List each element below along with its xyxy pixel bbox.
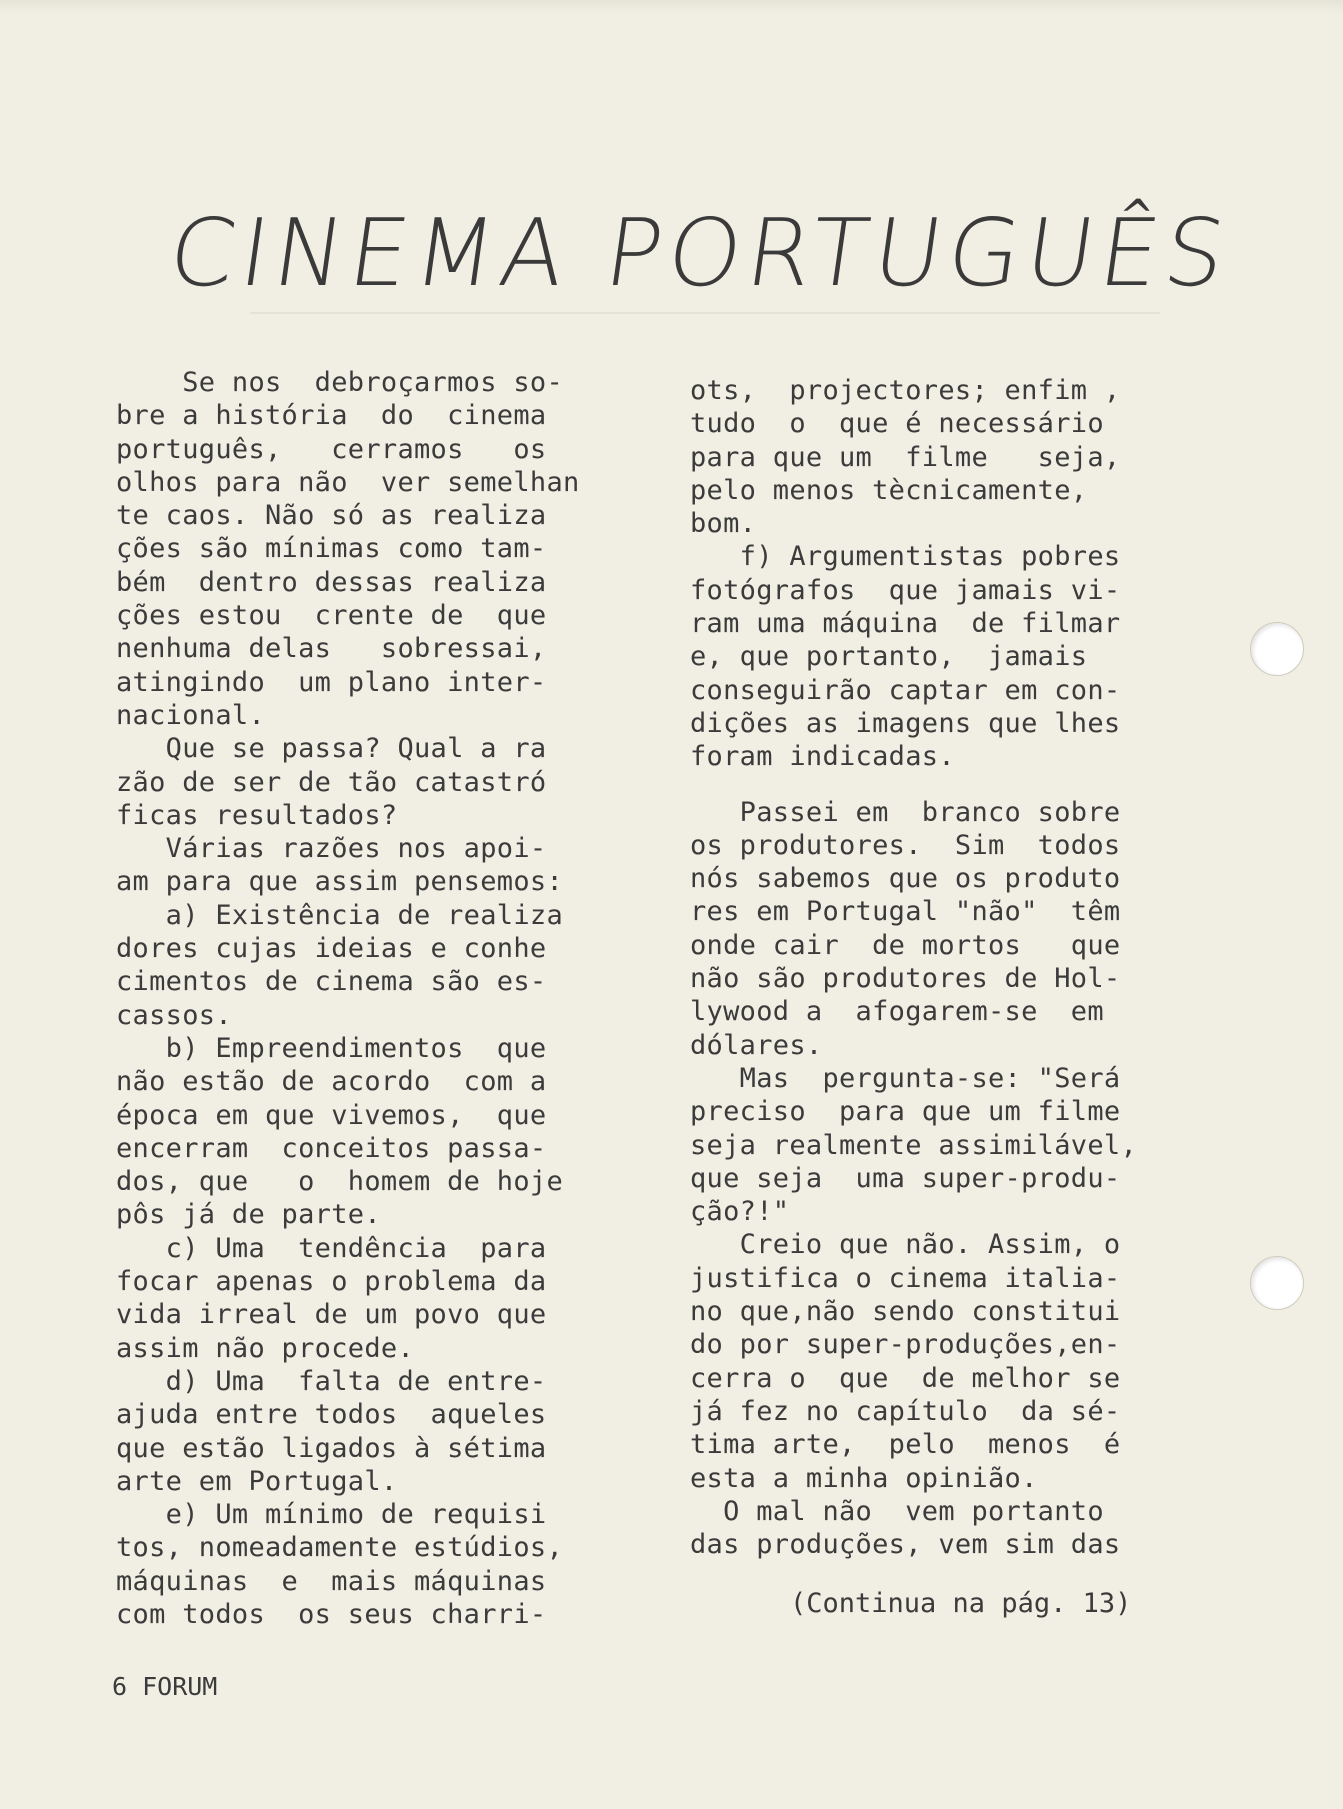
text-line: máquinas e mais máquinas — [116, 1565, 547, 1597]
text-line: para que um filme seja, — [690, 441, 1121, 473]
text-line: lywood a afogarem-se em — [690, 996, 1104, 1028]
text-line: a) Existência de realiza — [116, 899, 563, 931]
text-line: no que,não sendo constitui — [690, 1296, 1121, 1328]
text-line: b) Empreendimentos que — [116, 1032, 547, 1064]
text-line: Passei em branco sobre — [690, 796, 1121, 828]
text-line: tudo o que é necessário — [690, 408, 1104, 440]
right-column-part-a — [690, 374, 1250, 774]
text-line: O mal não vem portanto — [690, 1495, 1104, 1527]
text-line: que estão ligados à sétima — [116, 1432, 547, 1464]
text-line: fotógrafos que jamais vi- — [690, 574, 1121, 606]
text-line: arte em Portugal. — [116, 1465, 398, 1497]
text-line: dições as imagens que lhes — [690, 707, 1121, 739]
text-line: Mas pergunta-se: "Será — [690, 1062, 1121, 1094]
text-line: nenhuma delas sobressai, — [116, 633, 547, 665]
text-line: português, cerramos os — [116, 433, 547, 465]
paragraph-gap — [690, 774, 1250, 796]
text-line: ram uma máquina de filmar — [690, 608, 1121, 640]
text-line: que seja uma super-produ- — [690, 1162, 1121, 1194]
text-line: já fez no capítulo da sé- — [690, 1395, 1121, 1427]
binder-hole-bottom — [1250, 1256, 1304, 1310]
text-line: do por super-produções,en- — [690, 1329, 1121, 1361]
text-line: zão de ser de tão catastró — [116, 766, 547, 798]
bleed-through-rule — [250, 312, 1160, 314]
text-line: esta a minha opinião. — [690, 1462, 1038, 1494]
text-line: ções são mínimas como tam- — [116, 533, 547, 565]
page-title: CINEMA PORTUGUÊS — [162, 199, 1238, 307]
binder-hole-top — [1250, 622, 1304, 676]
text-line: tima arte, pelo menos é — [690, 1429, 1121, 1461]
text-line: Várias razões nos apoi- — [116, 833, 547, 865]
page-top-edge — [0, 0, 1343, 14]
right-column — [690, 374, 1250, 1561]
text-line: com todos os seus charri- — [116, 1598, 547, 1630]
text-line: pelo menos tècnicamente, — [690, 474, 1088, 506]
text-line: ções estou crente de que — [116, 600, 547, 632]
text-line: Creio que não. Assim, o — [690, 1229, 1121, 1261]
text-line: onde cair de mortos que — [690, 929, 1121, 961]
left-column — [116, 366, 676, 1631]
text-line: dores cujas ideias e conhe — [116, 933, 547, 965]
text-line: atingindo um plano inter- — [116, 666, 547, 698]
text-line: bém dentro dessas realiza — [116, 566, 547, 598]
text-line: f) Argumentistas pobres — [690, 541, 1121, 573]
text-line: época em que vivemos, que — [116, 1099, 547, 1131]
text-line: olhos para não ver semelhan — [116, 466, 580, 498]
right-column-part-b — [690, 796, 1250, 1562]
text-line: am para que assim pensemos: — [116, 866, 563, 898]
text-line: te caos. Não só as realiza — [116, 500, 547, 532]
text-line: os produtores. Sim todos — [690, 829, 1121, 861]
text-line: pôs já de parte. — [116, 1199, 381, 1231]
text-line: das produções, vem sim das — [690, 1529, 1121, 1561]
text-line: justifica o cinema italia- — [690, 1262, 1121, 1294]
continuation-note: (Continua na pág. 13) — [790, 1588, 1132, 1619]
text-line: ção?!" — [690, 1196, 790, 1228]
text-line: não são produtores de Hol- — [690, 963, 1121, 995]
text-line: dos, que o homem de hoje — [116, 1166, 563, 1198]
text-line: ajuda entre todos aqueles — [116, 1399, 547, 1431]
text-line: seja realmente assimilável, — [690, 1129, 1137, 1161]
text-line: conseguirão captar em con- — [690, 674, 1121, 706]
text-line: bre a história do cinema — [116, 400, 547, 432]
text-line: Que se passa? Qual a ra — [116, 733, 547, 765]
text-line: assim não procede. — [116, 1332, 414, 1364]
text-line: c) Uma tendência para — [116, 1232, 547, 1264]
text-line: ficas resultados? — [116, 799, 398, 831]
text-line: vida irreal de um povo que — [116, 1299, 547, 1331]
text-line: cimentos de cinema são es- — [116, 966, 547, 998]
text-line: preciso para que um filme — [690, 1096, 1121, 1128]
text-line: Se nos debroçarmos so- — [116, 367, 563, 398]
text-line: d) Uma falta de entre- — [116, 1365, 547, 1397]
text-line: não estão de acordo com a — [116, 1066, 547, 1098]
text-line: res em Portugal "não" têm — [690, 896, 1121, 928]
text-line: e, que portanto, jamais — [690, 641, 1088, 673]
text-line: bom. — [690, 508, 757, 540]
text-line: cassos. — [116, 999, 232, 1031]
text-line: nós sabemos que os produto — [690, 863, 1121, 895]
text-line: tos, nomeadamente estúdios, — [116, 1532, 563, 1564]
text-line: foram indicadas. — [690, 741, 955, 773]
text-line: nacional. — [116, 699, 265, 731]
text-line: dólares. — [690, 1029, 823, 1061]
text-line: e) Um mínimo de requisi — [116, 1499, 547, 1531]
text-line: encerram conceitos passa- — [116, 1132, 547, 1164]
text-line: ots, projectores; enfim , — [690, 375, 1121, 406]
page-footer: 6 FORUM — [112, 1672, 218, 1701]
text-line: cerra o que de melhor se — [690, 1362, 1121, 1394]
text-line: focar apenas o problema da — [116, 1266, 547, 1298]
